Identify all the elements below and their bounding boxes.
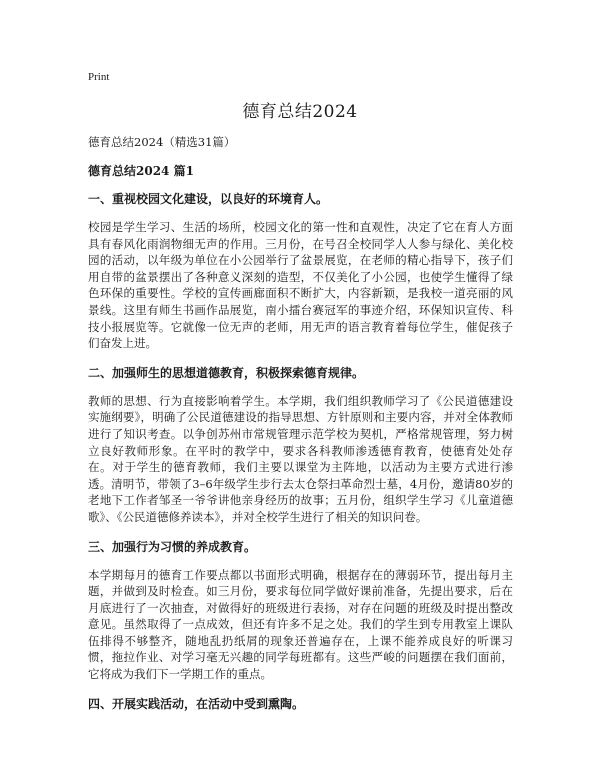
print-link[interactable]: Print [88, 71, 110, 83]
section-heading-3: 三、加强行为习惯的养成教育。 [88, 539, 257, 554]
section-heading-4: 四、开展实践活动，在活动中受到熏陶。 [88, 696, 305, 711]
document-body [88, 134, 513, 724]
section-heading-1: 一、重视校园文化建设，以良好的环境育人。 [88, 192, 329, 206]
page-title: 德育总结2024 [242, 102, 358, 122]
section-paragraph-3: 本学期每月的德育工作要点都以书面形式明确，根据存在的薄弱环节，提出每月主题，并做到及时检查。如三月份，要求每位同学做好课前准备，先提出要求，后在月底进行了一次抽查，对做得好的班级进行表扬，对存在问题的班级及时提出整改意见。虽然取得了一点成效，但还有许多不足之处。我们的学生到专用教室上课队伍排得不够整齐，随地乱扔纸屑的现象还普遍存在，上课不能养成良好的听课习惯，拖拉作业、对学习毫无兴趣的同学每班都有。这些严峻的问题摆在我们面前，它将成为我们下一学期工作的重点。 [88, 567, 513, 682]
section-paragraph-2: 教师的思想、行为直接影响着学生。本学期，我们组织教师学习了《公民道德建设实施纲要》，明确了公民道德建设的指导思想、方针原则和主要内容，并对全体教师进行了知识考查。以争创苏州市常规管理示范学校为契机，严格常规管理，努力树立良好教师形象。在平时的教学中，要求各科教师渗透德育教育，使德育处处存在。对于学生的德育教师，我们主要以课堂为主阵地，以活动为主要方式进行渗透。清明节，带领了3–6年级学生步行去太仓祭扫革命烈士墓，4月份，邀请80岁的老地下工作者邹圣一爷爷讲他亲身经历的故事；五月份，组织学生学习《儿童道德歌》、《公民道德修养读本》，并对全校学生进行了相关的知识问卷。 [88, 393, 513, 524]
article-heading: 德育总结2024 篇1 [88, 164, 194, 178]
section-heading-2: 二、加强师生的思想道德教育，积极探索德育规律。 [88, 365, 365, 380]
document-subtitle: 德育总结2024（精选31篇） [88, 135, 236, 149]
section-paragraph-1: 校园是学生学习、生活的场所，校园文化的第一性和直观性，决定了它在育人方面具有春风化雨润物细无声的作用。三月份，在号召全校同学人人参与绿化、美化校园的活动，以年级为单位在小公园举行了盆景展览，在老师的精心指导下，孩子们用自带的盆景摆出了各种意义深刻的造型，不仅美化了小公园，也使学生懂得了绿色环保的重要性。学校的宣传画廊面积不断扩大，内容新颖，是我校一道亮丽的风景线。这里有师生书画作品展览，南小擂台赛冠军的事迹介绍，环保知识宣传、科技小报展览等。它就像一位无声的老师，用无声的语言教育着每位学生，催促孩子们奋发上进。 [88, 220, 513, 351]
